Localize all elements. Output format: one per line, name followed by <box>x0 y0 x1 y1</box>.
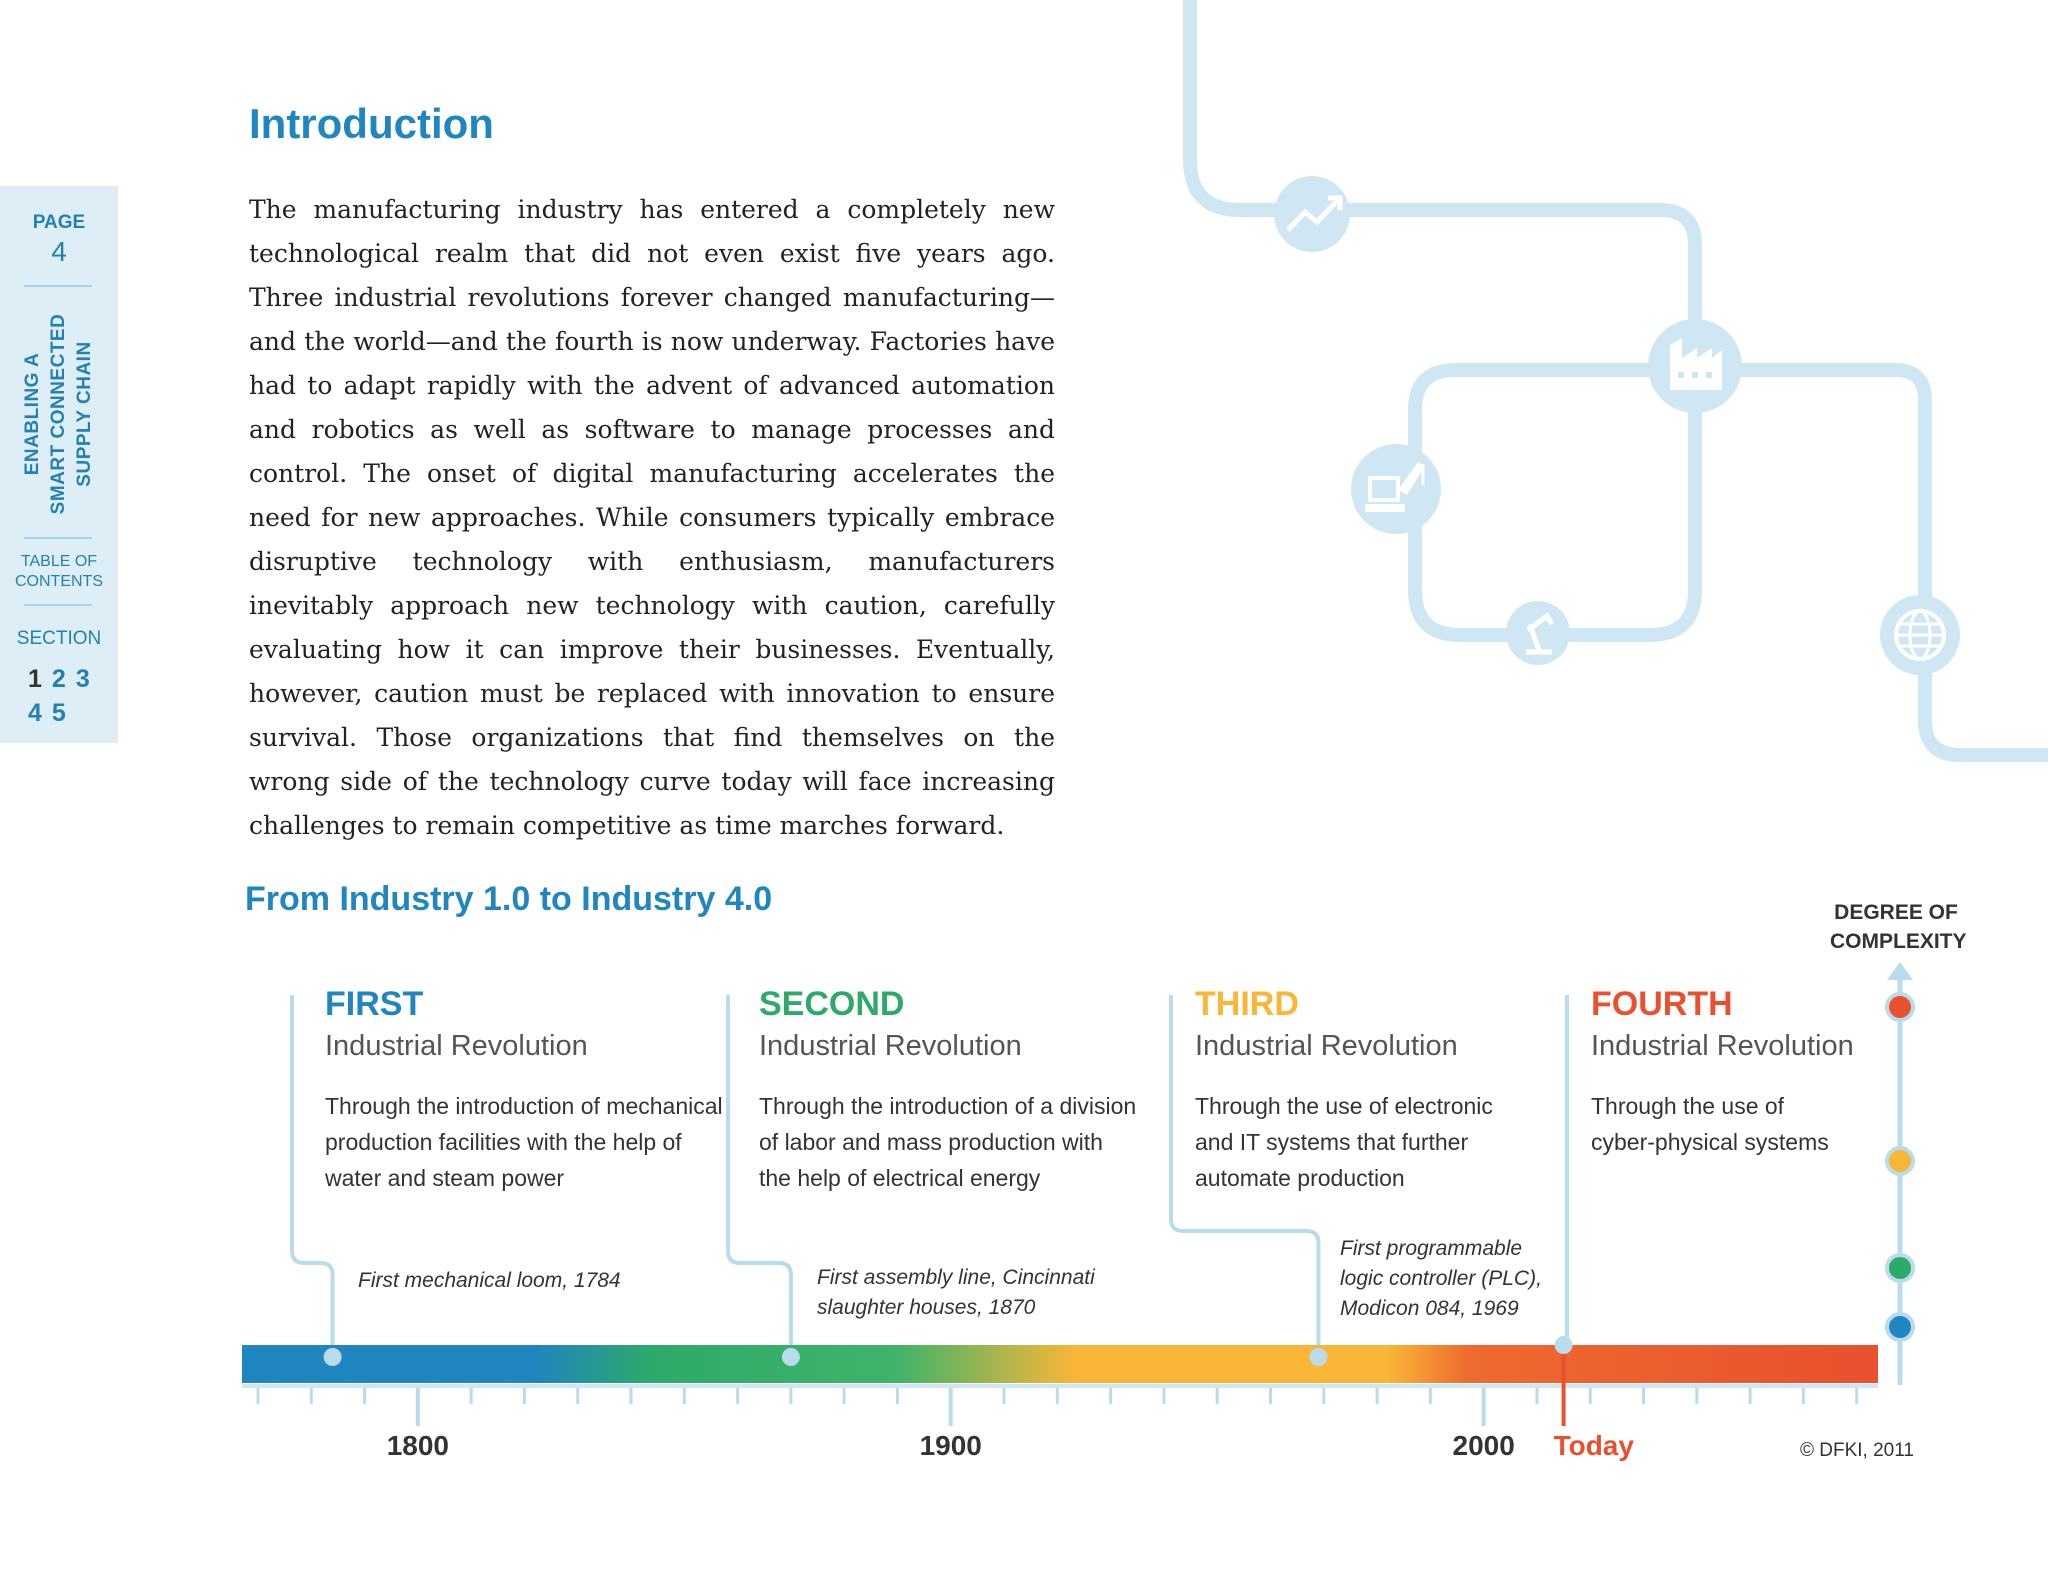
section-label: SECTION <box>16 628 102 649</box>
document-title-line: ENABLING A <box>22 352 43 476</box>
complexity-level-dot <box>1887 1314 1913 1340</box>
milestone-line: First programmable <box>1340 1237 1523 1260</box>
trend-up-icon <box>1274 176 1350 252</box>
axis-tick-label: 1800 <box>386 1430 449 1461</box>
page-number: 4 <box>51 236 67 267</box>
table-of-contents-link[interactable] <box>0 552 118 592</box>
milestone-line: logic controller (PLC), <box>1340 1267 1542 1290</box>
document-title-line: SUPPLY CHAIN <box>74 341 95 487</box>
intro-heading: Introduction <box>249 100 494 147</box>
sidebar <box>0 186 118 743</box>
revolution-ordinal: THIRD <box>1195 985 1299 1023</box>
sidebar-divider <box>24 285 92 287</box>
revolution-description: Through the use of electronic and IT systems that further automate production <box>1195 1093 1493 1191</box>
complexity-label-line: DEGREE OF <box>1834 901 1958 924</box>
sidebar-divider <box>24 604 92 606</box>
complexity-axis-label <box>1830 898 1967 956</box>
milestone-line: First assembly line, Cincinnati <box>817 1266 1095 1289</box>
section-nav <box>28 662 98 730</box>
globe-icon <box>1880 595 1960 675</box>
revolution-ordinal: FIRST <box>325 985 424 1023</box>
revolution-description: Through the introduction of mechanical production facilities with the help of water and steam power <box>325 1093 723 1191</box>
milestone-dot <box>324 1348 342 1366</box>
crane-icon <box>1351 444 1441 534</box>
intro-body: The manufacturing industry has entered a completely new technological realm that did not even exist five years ago. Three industrial revolutions forever changed manufacturing—and the world—and the fourth is now underway. Factories have had to adapt rapidly with the advent of advanced automation and robotics as well as software to manage processes and control. The onset of digital manufacturing accelerates the need for new approaches. While consumers typically embrace disruptive technology with enthusiasm, manufacturers inevitably approach new technology with caution, carefully evaluating how it can improve their businesses. Eventually, however, caution must be replaced with innovation to ensure survival. Those organizations that find themselves on the wrong side of the technology curve today will face increasing challenges to remain competitive as time marches forward. <box>249 195 1055 840</box>
toc-line: TABLE OF <box>20 553 98 570</box>
revolution-subtitle: Industrial Revolution <box>325 1030 588 1062</box>
milestone-line: Modicon 084, 1969 <box>1340 1297 1519 1320</box>
milestone-dot <box>782 1348 800 1366</box>
revolution-subtitle: Industrial Revolution <box>1195 1030 1458 1062</box>
timeline-bar <box>242 1345 1878 1383</box>
page-label: PAGE <box>32 212 86 233</box>
toc-line: CONTENTS <box>15 573 103 590</box>
milestone-dot <box>1309 1348 1327 1366</box>
revolution-description: Through the use of cyber-physical systems <box>1591 1093 1829 1155</box>
revolution-subtitle: Industrial Revolution <box>759 1030 1022 1062</box>
revolution-description: Through the introduction of a division of labor and mass production with the help of electrical energy <box>759 1093 1137 1191</box>
milestone-line: First mechanical loom, 1784 <box>358 1269 621 1292</box>
section-link-2[interactable]: 2 <box>51 665 66 693</box>
complexity-level-dot <box>1887 1255 1913 1281</box>
section-link-1[interactable]: 1 <box>28 665 42 693</box>
revolution-ordinal: FOURTH <box>1591 985 1733 1023</box>
complexity-arrow-icon <box>1887 962 1913 980</box>
factory-icon <box>1648 319 1742 413</box>
section-link-5[interactable]: 5 <box>51 699 66 727</box>
milestone-label <box>1340 1234 1542 1324</box>
sidebar-divider <box>24 537 92 539</box>
robot-arm-icon <box>1506 601 1570 665</box>
revolution-subtitle: Industrial Revolution <box>1591 1030 1854 1062</box>
section-link-3[interactable]: 3 <box>75 665 90 693</box>
section-link-4[interactable]: 4 <box>28 699 42 727</box>
credit-text: © DFKI, 2011 <box>1800 1440 1914 1461</box>
decorative-network-graphic <box>1160 0 2048 780</box>
axis-tick-label: 1900 <box>919 1430 982 1461</box>
axis-tick-label: 2000 <box>1452 1430 1515 1461</box>
timeline-title: From Industry 1.0 to Industry 4.0 <box>245 880 773 918</box>
revolution-ordinal: SECOND <box>759 985 905 1023</box>
complexity-level-dot <box>1887 994 1913 1020</box>
today-label: Today <box>1553 1430 1634 1461</box>
milestone-dot <box>1555 1336 1573 1354</box>
milestone-label <box>358 1266 621 1296</box>
milestone-line: slaughter houses, 1870 <box>817 1296 1036 1319</box>
document-title-line: SMART CONNECTED <box>48 313 69 515</box>
complexity-level-dot <box>1887 1148 1913 1174</box>
document-title-link[interactable] <box>20 304 98 524</box>
complexity-label-line: COMPLEXITY <box>1830 930 1967 953</box>
milestone-label <box>817 1263 1095 1323</box>
